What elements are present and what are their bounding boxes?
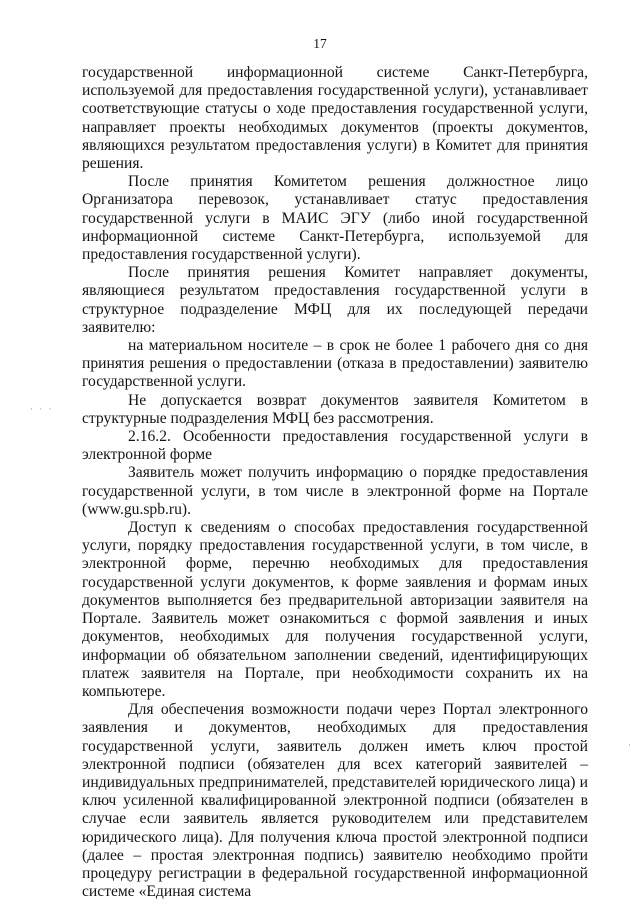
paragraph: государственной информационной системе Санкт-Петербурга, используемой для предоставления государственной услуги), устанавливает соответствующие статусы о ходе предоставления государственной услуги, направляет проекты необходимых документов (проекты документов, являющихся результатом предоставления услуги) в Комитет для принятия решения. (82, 64, 588, 173)
paragraph: Заявитель может получить информацию о порядке предоставления государственной услуги, в том числе в электронной форме на Портале (www.gu.spb.ru). (82, 464, 588, 518)
scan-artifact: · (628, 740, 633, 750)
paragraph: Для обеспечения возможности подачи через Портал электронного заявления и документов, необходимых для предоставления государственной услуги, заявитель должен иметь ключ простой электронной подписи (обязателен для всех категорий заявителей – индивидуальных предпринимателей, представителей юридического лица) и ключ усиленной квалифицированной электронной подписи (обязателен в случае если заявитель является руководителем или представителем юридического лица). Для получения ключа простой электронной подписи (далее – простая электронная подпись) заявителю необходимо пройти процедуру регистрации в федеральной государственной информационной системе «Единая система (82, 701, 588, 901)
paragraph: Не допускается возврат документов заявителя Комитетом в структурные подразделения МФЦ без рассмотрения. (82, 391, 588, 427)
page-number: 17 (313, 36, 327, 51)
paragraph: на материальном носителе – в срок не более 1 рабочего дня со дня принятия решения о предоставлении (отказа в предоставлении) заявителю государственной услуги. (82, 337, 588, 391)
scan-artifact: · · · (30, 404, 54, 414)
paragraph: Доступ к сведениям о способах предоставления государственной услуги, порядку предоставления государственной услуги, в том числе, в электронной форме, перечню необходимых для предоставления государственной услуги документов, к форме заявления и формам иных документов выполняется без предварительной авторизации заявителя на Портале. Заявитель может ознакомиться с формой заявления и иных документов, необходимых для получения государственной услуги, информации об обязательном заполнении сведений, идентифицирующих платеж заявителя на Портале, при необходимости сохранить их на компьютере. (82, 519, 588, 700)
document-body (82, 64, 588, 901)
section-heading: 2.16.2. Особенности предоставления государственной услуги в электронной форме (82, 428, 588, 464)
paragraph: После принятия Комитетом решения должностное лицо Организатора перевозок, устанавливает статус предоставления государственной услуги в МАИС ЭГУ (либо иной государственной информационной системе Санкт-Петербурга, используемой для предоставления государственной услуги). (82, 173, 588, 264)
paragraph: После принятия решения Комитет направляет документы, являющиеся результатом предоставления государственной услуги в структурное подразделение МФЦ для их последующей передачи заявителю: (82, 264, 588, 336)
